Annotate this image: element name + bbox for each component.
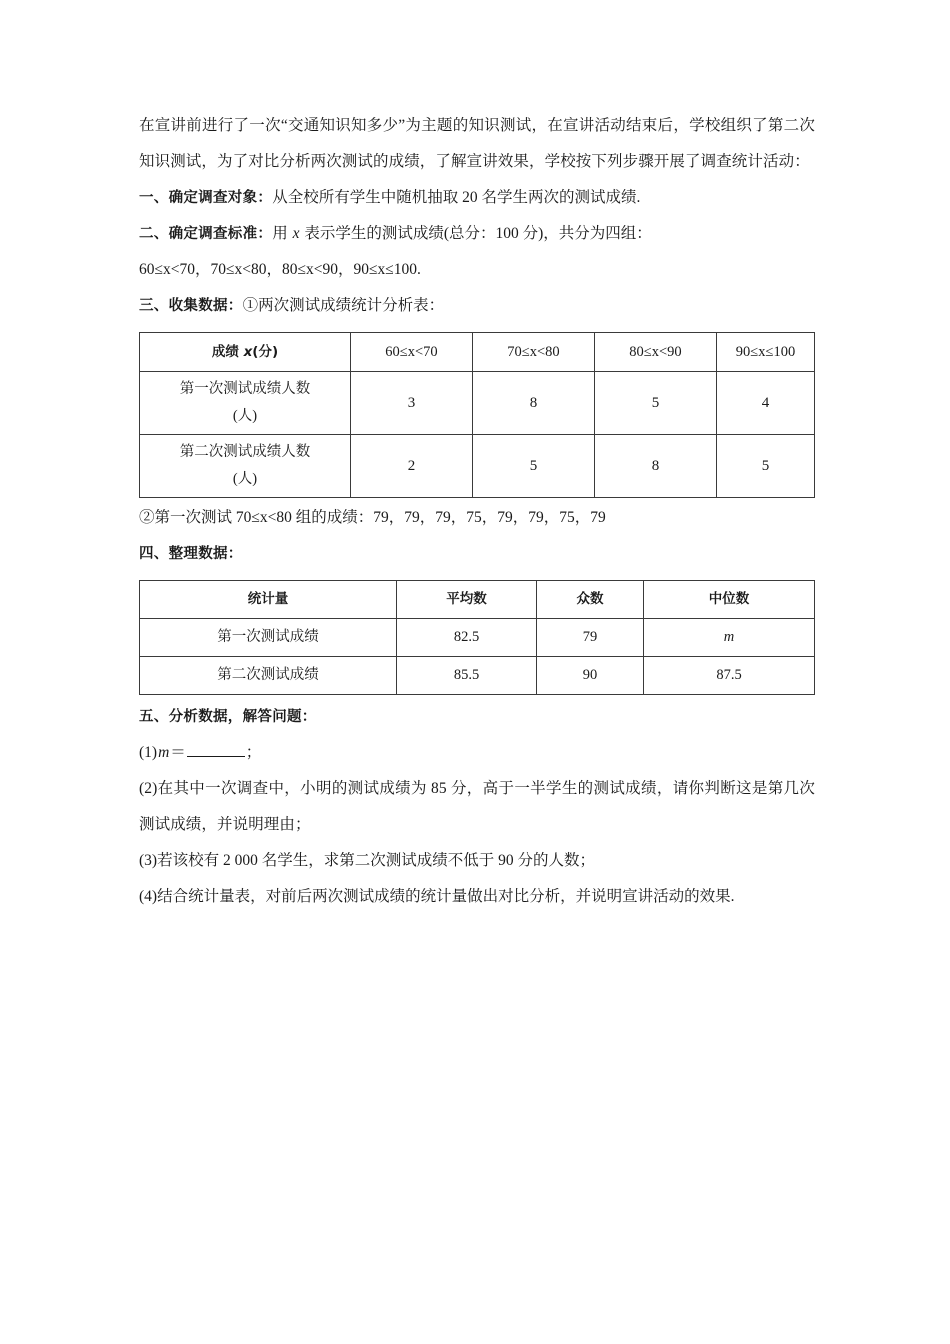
note-prefix: ②第一次测试 [139, 509, 236, 526]
question-1-suffix: ； [245, 744, 262, 761]
cell-test2-range1: 2 [351, 435, 473, 498]
cell-test2-range2: 5 [473, 435, 595, 498]
cell-test1-range3: 5 [595, 372, 717, 435]
stats-row-2-mean: 85.5 [397, 657, 537, 695]
intro-paragraph: 在宣讲前进行了一次“交通知识知多少”为主题的知识测试，在宣讲活动结束后，学校组织了第二次知识测试，为了对比分析两次测试的成绩，了解宣讲效果，学校按下列步骤开展了调查统计活动： [139, 117, 815, 170]
cell-test2-range3: 8 [595, 435, 717, 498]
header-score-var: x [243, 344, 253, 360]
header-cell-range-2: 70≤x<80 [473, 333, 595, 372]
stats-table-wrapper [139, 580, 815, 695]
question-1-prefix: (1) [139, 744, 158, 761]
table-header-row [140, 581, 815, 619]
header-cell-mean [397, 581, 537, 619]
step-1-text: 从全校所有学生中随机抽取 20 名学生两次的测试成绩. [272, 189, 641, 206]
step-2-text-b: 表示学生的测试成绩(总分：100 分)，共分为四组： [300, 225, 652, 242]
stats-row-1-median: m [644, 619, 815, 657]
question-1-answer-blank[interactable] [187, 743, 245, 757]
question-3: (3)若该校有 2 000 名学生，求第二次测试成绩不低于 90 分的人数； [139, 852, 595, 869]
header-cell-range-4: 90≤x≤100 [717, 333, 815, 372]
header-median-label: 中位数 [708, 591, 750, 607]
header-cell-range-1: 60≤x<70 [351, 333, 473, 372]
stats-row-1-label: 第一次测试成绩 [140, 619, 397, 657]
note-range: 70≤x<80 [235, 509, 292, 526]
stats-row-1-mean: 82.5 [397, 619, 537, 657]
step-3-label: 三、收集数据： [139, 298, 243, 314]
step-1-label: 一、确定调查对象： [139, 190, 273, 206]
step-2-text-a: 用 [272, 225, 292, 242]
step-2 [139, 216, 815, 252]
stats-row-2-label: 第二次测试成绩 [140, 657, 397, 695]
document-body [139, 108, 815, 915]
row-label-test-1-line1: 第一次测试成绩人数 [179, 381, 311, 397]
row-label-test-1 [140, 372, 351, 435]
question-4: (4)结合统计量表，对前后两次测试成绩的统计量做出对比分析，并说明宣讲活动的效果. [139, 888, 735, 905]
header-statistic-label: 统计量 [247, 591, 289, 607]
question-1-var: m [158, 744, 170, 761]
table-header-row [140, 333, 815, 372]
step-2-ranges: 60≤x<70，70≤x<80，80≤x<90，90≤x≤100. [139, 261, 421, 278]
question-2: (2)在其中一次调查中，小明的测试成绩为 85 分，高于一半学生的测试成绩，请你判断这是第几次测试成绩，并说明理由； [139, 780, 815, 833]
question-1-eq: ＝ [170, 744, 186, 761]
table-row [140, 372, 815, 435]
step-2-label: 二、确定调查标准： [139, 226, 273, 242]
question-1 [139, 735, 815, 771]
header-cell-range-3: 80≤x<90 [595, 333, 717, 372]
table-row [140, 657, 815, 695]
step-3-text: ①两次测试成绩统计分析表： [242, 297, 445, 314]
table-row [140, 619, 815, 657]
cell-test1-range1: 3 [351, 372, 473, 435]
header-score-prefix: 成绩 [211, 344, 244, 360]
header-score-suffix: (分) [252, 344, 279, 360]
step-5-label: 五、分析数据，解答问题： [139, 709, 317, 725]
cell-test2-range4: 5 [717, 435, 815, 498]
step-4-label: 四、整理数据： [139, 546, 243, 562]
row-label-test-2 [140, 435, 351, 498]
cell-test1-range4: 4 [717, 372, 815, 435]
stats-table [139, 580, 815, 695]
table-row [140, 435, 815, 498]
header-mean-label: 平均数 [446, 591, 487, 607]
step-3-note [139, 500, 815, 536]
step-4 [139, 536, 815, 572]
variable-x: x [292, 225, 300, 242]
scores-table-wrapper [139, 332, 815, 498]
row-label-test-2-line2: (人) [232, 471, 258, 487]
header-mode-label: 众数 [576, 591, 604, 607]
row-label-test-2-line1: 第二次测试成绩人数 [179, 444, 311, 460]
header-cell-median [644, 581, 815, 619]
row-label-test-1-line2: (人) [232, 408, 258, 424]
header-cell-mode [537, 581, 644, 619]
header-cell-statistic [140, 581, 397, 619]
header-cell-score [140, 333, 351, 372]
stats-row-2-mode: 90 [537, 657, 644, 695]
note-suffix: 组的成绩：79，79，79，75，79，79，75，79 [291, 509, 606, 526]
cell-test1-range2: 8 [473, 372, 595, 435]
step-5 [139, 699, 815, 735]
step-3 [139, 288, 815, 324]
stats-row-1-mode: 79 [537, 619, 644, 657]
step-1 [139, 180, 815, 216]
stats-row-2-median: 87.5 [644, 657, 815, 695]
scores-table [139, 332, 815, 498]
